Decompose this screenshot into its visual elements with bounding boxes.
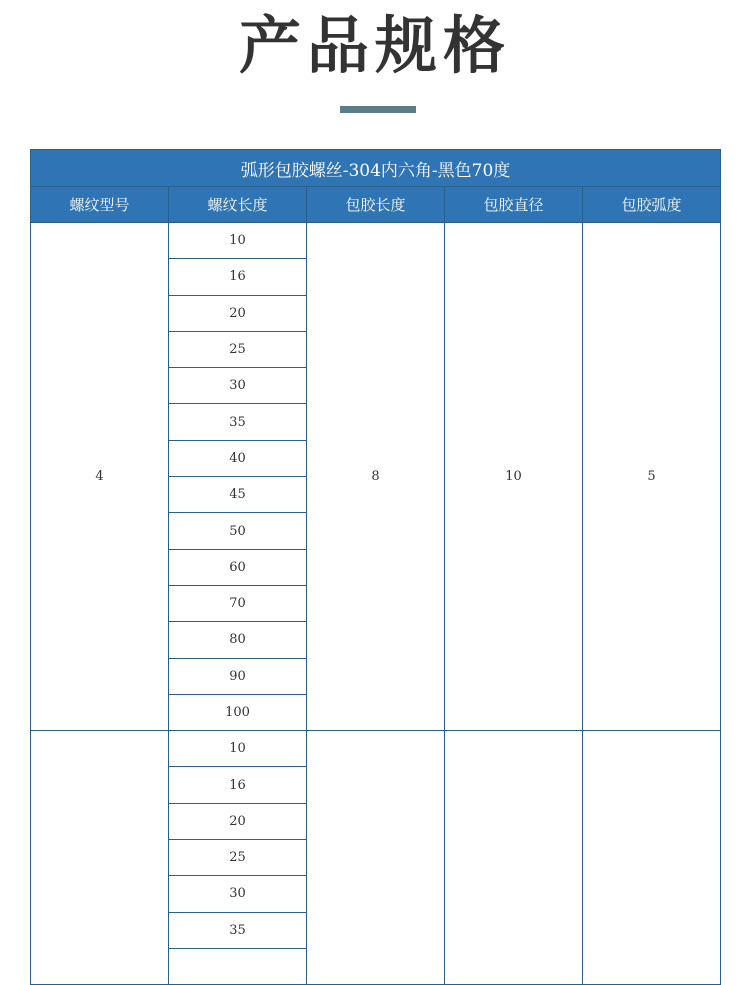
cell-thread-length: 60 [169, 549, 307, 585]
table-body [31, 223, 721, 985]
cell-thread-length: 30 [169, 368, 307, 404]
page-title: 产品规格 [238, 9, 511, 82]
cell-rubber-length: 8 [307, 223, 445, 731]
cell-thread-length: 20 [169, 803, 307, 839]
cell-rubber-diameter [445, 731, 583, 985]
cell-thread-length: 20 [169, 295, 307, 331]
title-underline [340, 106, 416, 113]
cell-thread-length: 100 [169, 694, 307, 730]
table-header-row [31, 187, 721, 223]
cell-thread-length: 40 [169, 440, 307, 476]
column-header-thread-model: 螺纹型号 [31, 187, 169, 223]
cell-thread-model [31, 731, 169, 985]
column-header-thread-length: 螺纹长度 [169, 187, 307, 223]
cell-thread-length [169, 948, 307, 984]
cell-thread-length: 25 [169, 840, 307, 876]
table-caption-row [31, 150, 721, 187]
cell-thread-length: 35 [169, 404, 307, 440]
cell-thread-length: 90 [169, 658, 307, 694]
column-header-rubber-length: 包胶长度 [307, 187, 445, 223]
cell-rubber-length [307, 731, 445, 985]
cell-thread-length: 35 [169, 912, 307, 948]
table-row [31, 223, 721, 259]
cell-thread-length: 45 [169, 477, 307, 513]
cell-thread-length: 10 [169, 731, 307, 767]
column-header-rubber-diameter: 包胶直径 [445, 187, 583, 223]
column-header-rubber-arc: 包胶弧度 [583, 187, 721, 223]
cell-thread-model: 4 [31, 223, 169, 731]
cell-thread-length: 70 [169, 585, 307, 621]
cell-rubber-arc [583, 731, 721, 985]
cell-rubber-diameter: 10 [445, 223, 583, 731]
cell-thread-length: 30 [169, 876, 307, 912]
table-caption: 弧形包胶螺丝-304内六角-黑色70度 [31, 150, 721, 187]
cell-rubber-arc: 5 [583, 223, 721, 731]
spec-table [30, 149, 721, 985]
cell-thread-length: 80 [169, 622, 307, 658]
cell-thread-length: 16 [169, 259, 307, 295]
cell-thread-length: 16 [169, 767, 307, 803]
table-row [31, 731, 721, 767]
cell-thread-length: 25 [169, 331, 307, 367]
cell-thread-length: 50 [169, 513, 307, 549]
cell-thread-length: 10 [169, 223, 307, 259]
